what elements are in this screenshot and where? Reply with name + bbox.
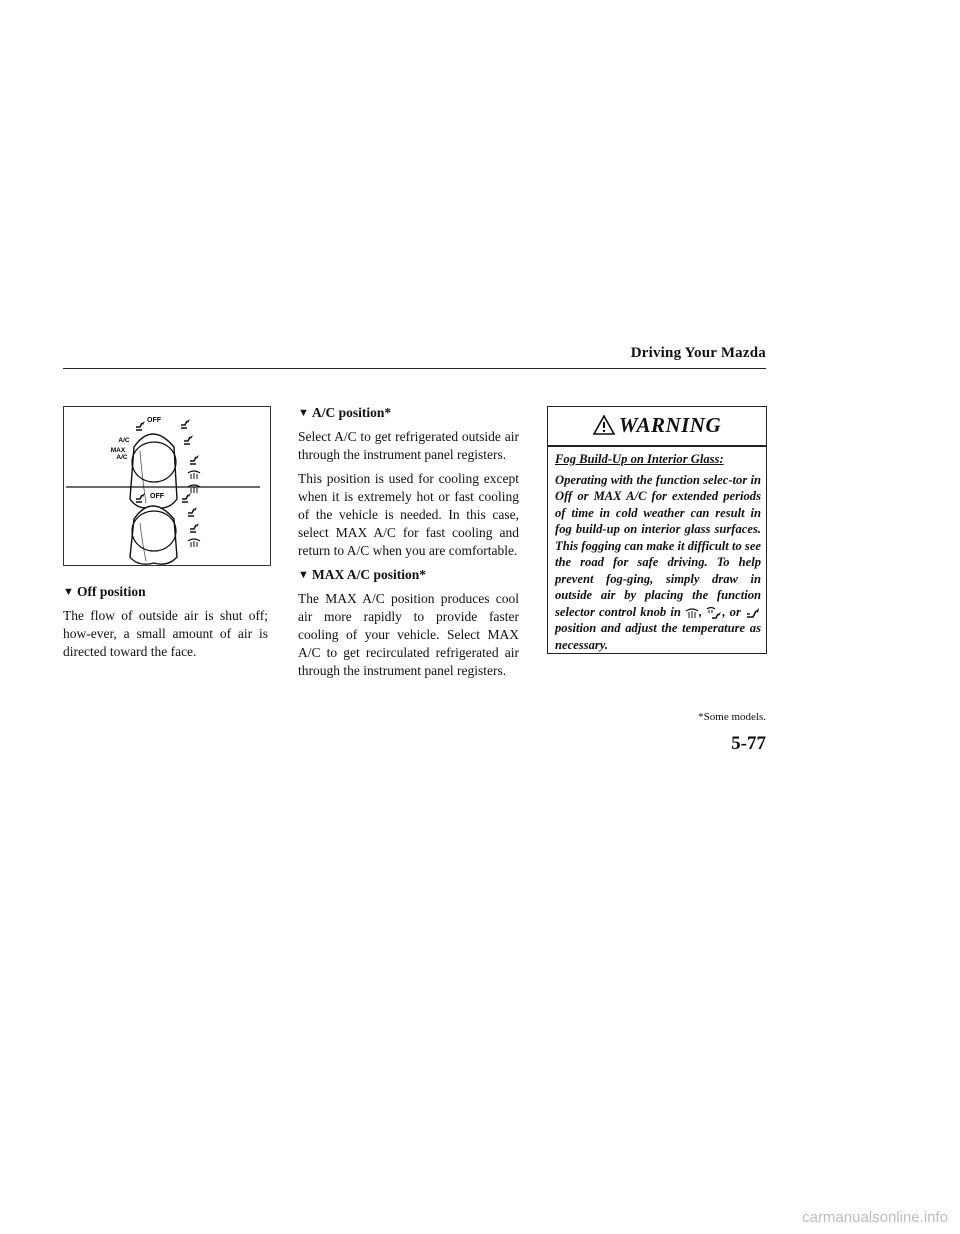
off-position-text: The flow of outside air is shut off; how-ever, a small amount of air is directed toward the face. xyxy=(63,608,268,659)
triangle-bullet-icon: ▼ xyxy=(298,569,309,581)
label-off-bottom: OFF xyxy=(150,493,164,500)
warning-text xyxy=(555,472,761,654)
warning-header xyxy=(548,407,766,443)
warning-text-main: Operating with the function selec-tor in Off or MAX A/C for extended periods of time in cold weather can result in fog build-up on interior glass surfaces. This fogging can make it difficult to see the road for safe driving. To help prevent fog-ging, simply draw in outside air by placing the function selector xyxy=(555,472,761,619)
defrost-icon xyxy=(685,607,699,619)
label-max: MAX xyxy=(110,447,126,454)
ac-position-text-2: This position is used for cooling except when it is extremely hot or fast cooling of the vehicle is needed. In this case, select MAX A/C for fast cooling and return to A/C when you are comfortable. xyxy=(298,471,519,558)
floor-icon xyxy=(190,455,199,464)
triangle-bullet-icon: ▼ xyxy=(63,586,74,598)
column-left xyxy=(63,583,268,667)
bi-level-icon-bottom xyxy=(188,507,197,516)
header-rule xyxy=(63,368,766,369)
warning-box xyxy=(547,406,767,654)
warning-sep-2: , or xyxy=(722,604,741,619)
warning-body xyxy=(555,451,761,653)
page-number: 5-77 xyxy=(731,733,766,754)
label-ac: A/C xyxy=(118,437,130,444)
knob-illustration xyxy=(64,407,272,567)
face-vent-icon xyxy=(136,421,145,430)
heading-ac-position xyxy=(298,404,519,422)
function-selector-figure xyxy=(63,406,271,566)
watermark: carmanualsonline.info xyxy=(802,1209,948,1226)
column-middle xyxy=(298,404,519,686)
warning-sep-1: , xyxy=(699,604,703,619)
defrost-icon xyxy=(188,485,200,493)
heading-off-position xyxy=(63,583,268,601)
warning-text-knob: control knob in xyxy=(599,604,681,619)
floor-defrost-icon-bottom xyxy=(188,539,200,547)
face-vent-icon-right xyxy=(181,419,190,428)
warning-triangle-icon xyxy=(593,415,615,435)
heading-ac-text: A/C position* xyxy=(312,405,392,420)
floor-defrost-icon xyxy=(188,471,200,479)
ac-position-text-1: Select A/C to get refrigerated outside air through the instrument panel registers. xyxy=(298,429,519,462)
warning-title: WARNING xyxy=(618,412,722,437)
warning-text-end: position and adjust the temperature as necessary. xyxy=(555,621,761,652)
triangle-bullet-icon: ▼ xyxy=(298,407,309,419)
face-vent-icon-bottom-right xyxy=(182,493,191,502)
bi-level-icon xyxy=(184,435,193,444)
label-max-ac: A/C xyxy=(116,454,128,461)
label-off-top: OFF xyxy=(147,417,161,424)
running-header: Driving Your Mazda xyxy=(630,345,766,361)
warning-subtitle: Fog Build-Up on Interior Glass: xyxy=(555,452,724,466)
max-ac-position-text: The MAX A/C position produces cool air more rapidly to provide faster cooling of your vehicle. Select MAX A/C to get recirculated refrigerated air through the instrument panel registers. xyxy=(298,591,519,678)
floor-icon-bottom xyxy=(190,523,199,532)
floor-icon xyxy=(745,606,761,620)
heading-max-ac-text: MAX A/C position* xyxy=(312,567,427,582)
heading-max-ac-position xyxy=(298,566,519,584)
footnote: *Some models. xyxy=(698,711,766,723)
heading-off-text: Off position xyxy=(77,584,146,599)
warning-rule xyxy=(548,445,766,447)
floor-defrost-icon xyxy=(706,606,722,620)
